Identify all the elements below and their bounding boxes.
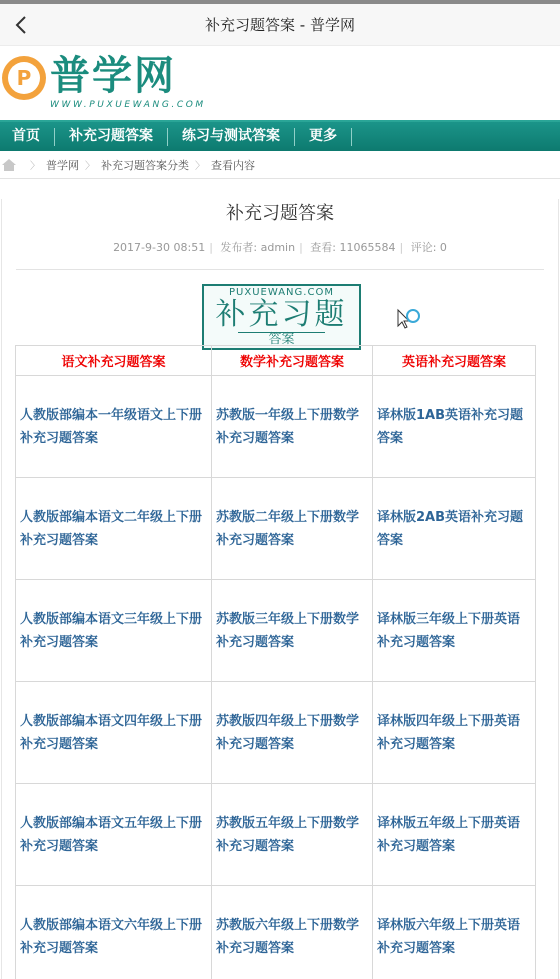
nav-item-home[interactable]: 首页 — [12, 128, 40, 144]
answer-link[interactable]: 人教版部编本语文六年级上下册补充习题答案 — [20, 917, 203, 956]
table-cell — [212, 886, 373, 979]
top-bar — [0, 4, 560, 46]
table-cell — [373, 682, 536, 784]
answer-link[interactable]: 苏教版二年级上下册数学补充习题答案 — [216, 509, 360, 548]
nav-separator — [351, 128, 352, 146]
banner-top-text: PUXUEWANG.COM — [229, 287, 334, 298]
answer-link[interactable]: 人教版部编本语文四年级上下册补充习题答案 — [20, 713, 203, 752]
nav-item-practice[interactable]: 练习与测试答案 — [182, 128, 280, 144]
answer-link[interactable]: 苏教版五年级上下册数学补充习题答案 — [216, 815, 360, 854]
answer-link[interactable]: 译林版三年级上下册英语补充习题答案 — [377, 611, 521, 650]
logo-mark-icon — [2, 56, 46, 100]
table-cell — [373, 580, 536, 682]
breadcrumb-separator: 〉 — [30, 161, 40, 172]
banner-subtitle: 答案 — [238, 332, 325, 347]
column-header: 英语补充习题答案 — [373, 346, 536, 376]
table-cell — [16, 478, 212, 580]
meta-views: 查看: 11065584 — [310, 241, 396, 254]
answer-link[interactable]: 译林版1AB英语补充习题答案 — [377, 407, 524, 446]
meta-date: 2017-9-30 08:51 — [113, 241, 206, 254]
table-cell — [212, 784, 373, 886]
table-cell — [373, 784, 536, 886]
answer-link[interactable]: 苏教版四年级上下册数学补充习题答案 — [216, 713, 360, 752]
table-header-row — [16, 346, 536, 376]
article-meta: 2017-9-30 08:51 | 发布者: admin | 查看: 11065584 | 评论: 0 — [113, 241, 447, 254]
meta-comments: 评论: 0 — [410, 241, 447, 254]
answer-link[interactable]: 译林版五年级上下册英语补充习题答案 — [377, 815, 521, 854]
answer-link[interactable]: 译林版六年级上下册英语补充习题答案 — [377, 917, 521, 956]
answers-table — [15, 345, 536, 979]
breadcrumb — [0, 151, 560, 179]
breadcrumb-home[interactable]: 普学网 — [46, 158, 79, 172]
table-cell — [212, 478, 373, 580]
breadcrumb-current: 查看内容 — [211, 158, 255, 172]
answer-link[interactable]: 人教版部编本语文五年级上下册补充习题答案 — [20, 815, 203, 854]
article-title: 补充习题答案 — [226, 203, 334, 224]
answer-link[interactable]: 苏教版六年级上下册数学补充习题答案 — [216, 917, 360, 956]
table-row — [16, 580, 536, 682]
table-cell — [16, 376, 212, 478]
meta-author[interactable]: 发布者: admin — [220, 241, 296, 254]
banner-title: 补充习题 — [215, 297, 348, 332]
logo-subtitle: WWW.PUXUEWANG.COM — [50, 100, 206, 110]
table-cell — [373, 478, 536, 580]
table-row — [16, 478, 536, 580]
table-cell — [16, 682, 212, 784]
nav-item-more[interactable]: 更多 — [309, 128, 337, 144]
table-row — [16, 886, 536, 979]
table-cell — [373, 376, 536, 478]
table-cell — [212, 682, 373, 784]
loading-cursor-icon — [396, 308, 422, 334]
answer-link[interactable]: 译林版2AB英语补充习题答案 — [377, 509, 524, 548]
table-cell — [16, 886, 212, 979]
table-cell — [212, 580, 373, 682]
site-logo[interactable] — [0, 46, 560, 120]
answer-link[interactable]: 苏教版三年级上下册数学补充习题答案 — [216, 611, 360, 650]
nav-item-supplementary[interactable]: 补充习题答案 — [69, 128, 153, 144]
page-title: 补充习题答案 - 普学网 — [205, 16, 355, 34]
main-nav — [0, 120, 560, 151]
table-row — [16, 682, 536, 784]
answer-link[interactable]: 人教版部编本一年级语文上下册补充习题答案 — [20, 407, 203, 446]
divider — [16, 269, 544, 270]
table-cell — [212, 376, 373, 478]
table-row — [16, 784, 536, 886]
answer-link[interactable]: 人教版部编本语文二年级上下册补充习题答案 — [20, 509, 203, 548]
breadcrumb-category[interactable]: 补充习题答案分类 — [101, 158, 189, 172]
breadcrumb-separator: 〉 — [85, 161, 95, 172]
breadcrumb-separator: 〉 — [195, 161, 205, 172]
back-arrow-icon[interactable] — [10, 12, 34, 38]
column-header: 语文补充习题答案 — [16, 346, 212, 376]
table-row — [16, 376, 536, 478]
answer-link[interactable]: 苏教版一年级上下册数学补充习题答案 — [216, 407, 360, 446]
home-icon[interactable] — [2, 159, 16, 171]
logo-mark-letter: P — [8, 62, 40, 94]
logo-title: 普学网 — [50, 52, 176, 99]
table-cell — [16, 580, 212, 682]
table-cell — [373, 886, 536, 979]
answer-link[interactable]: 译林版四年级上下册英语补充习题答案 — [377, 713, 521, 752]
column-header: 数学补充习题答案 — [212, 346, 373, 376]
answer-link[interactable]: 人教版部编本语文三年级上下册补充习题答案 — [20, 611, 203, 650]
table-cell — [16, 784, 212, 886]
article-banner-image — [202, 284, 361, 350]
